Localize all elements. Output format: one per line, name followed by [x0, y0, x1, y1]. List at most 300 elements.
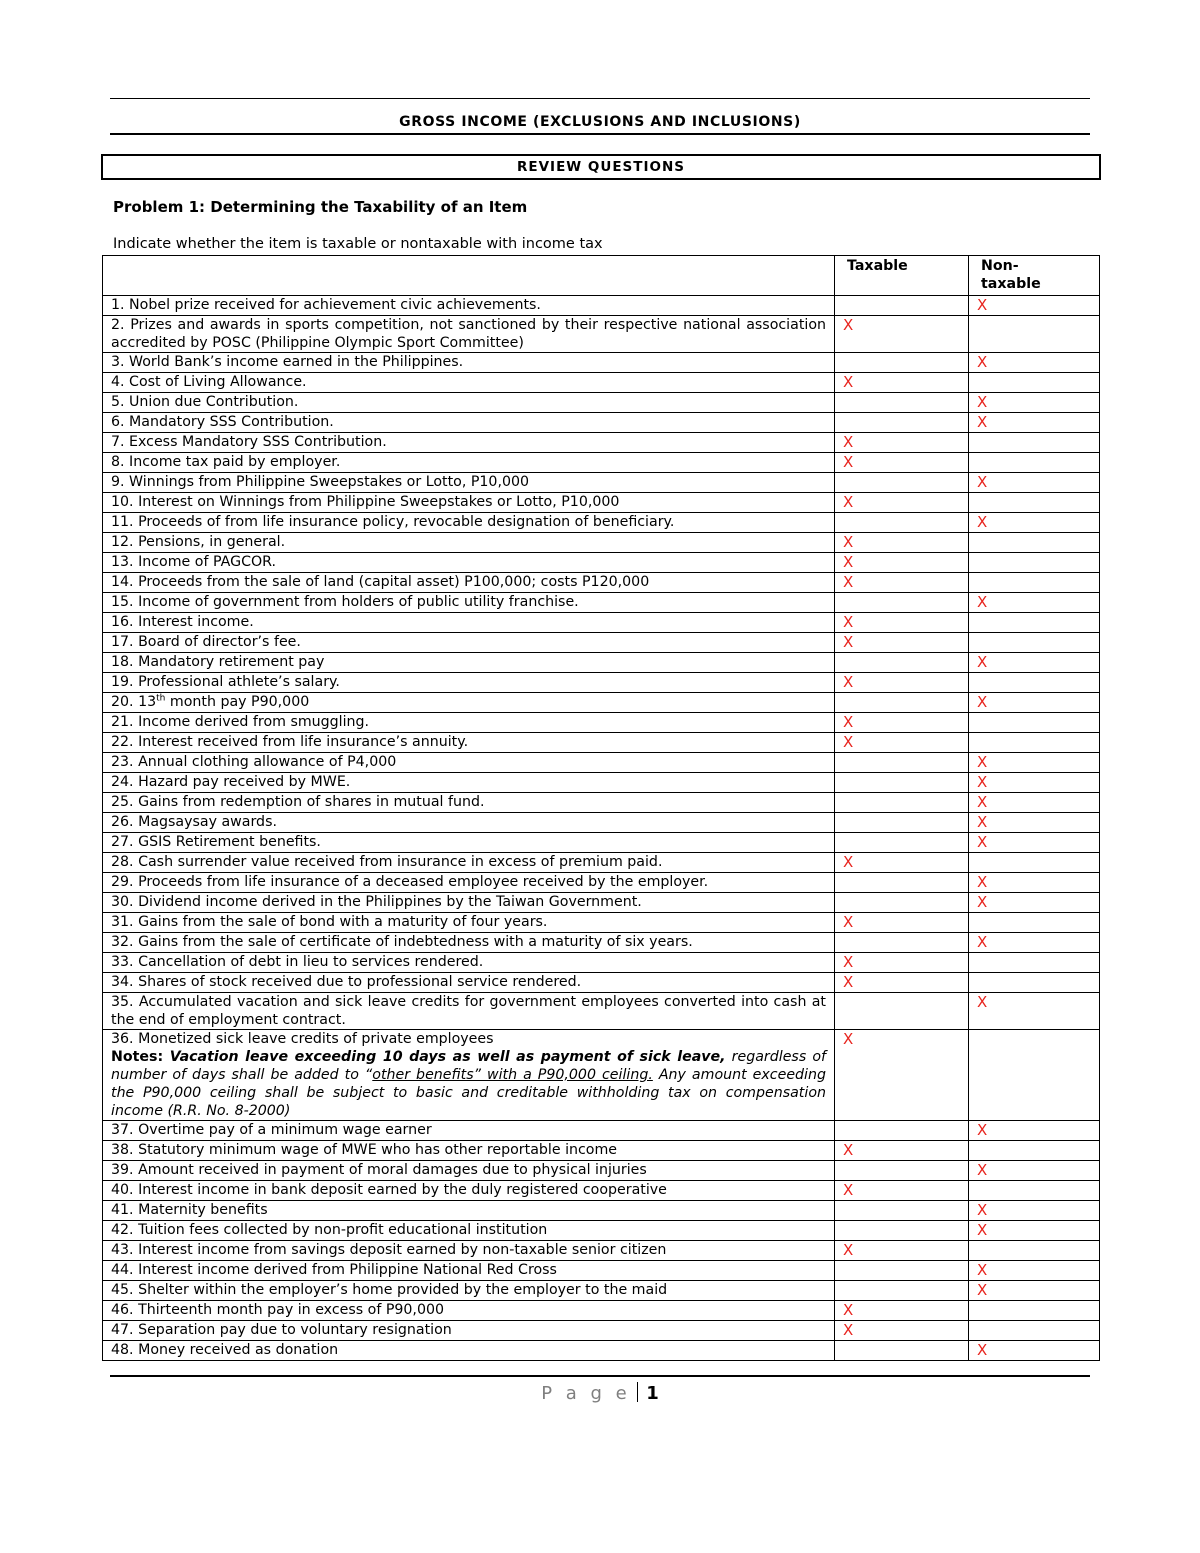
- x-mark-icon: X: [977, 693, 988, 711]
- nontaxable-column-header: [969, 256, 1100, 296]
- x-mark-icon: X: [977, 593, 988, 611]
- nontaxable-cell: [969, 953, 1100, 973]
- x-mark-icon: X: [977, 1261, 988, 1279]
- item-text: 4. Cost of Living Allowance.: [111, 374, 307, 390]
- item-description: [103, 433, 835, 453]
- table-row: [103, 853, 1100, 873]
- item-text: 35. Accumulated vacation and sick leave credits for government employees converted into cash at the end of employment contract.: [111, 994, 826, 1028]
- item-text: 11. Proceeds of from life insurance policy, revocable designation of beneficiary.: [111, 514, 675, 530]
- nontaxable-cell: [969, 913, 1100, 933]
- item-description: [103, 1161, 835, 1181]
- table-row: [103, 673, 1100, 693]
- item-description: [103, 593, 835, 613]
- table-row: [103, 613, 1100, 633]
- table-row: [103, 593, 1100, 613]
- item-text: 2. Prizes and awards in sports competition, not sanctioned by their respective national association accredited by POSC (Philippine Olympic Sport Committee): [111, 317, 826, 351]
- item-description: [103, 973, 835, 993]
- item-description: [103, 353, 835, 373]
- taxable-cell: [835, 933, 969, 953]
- nontaxable-cell: [969, 993, 1100, 1030]
- nontaxable-cell: [969, 673, 1100, 693]
- table-row: [103, 1241, 1100, 1261]
- x-mark-icon: X: [843, 1321, 854, 1339]
- item-text: 38. Statutory minimum wage of MWE who has other reportable income: [111, 1142, 618, 1158]
- item-description: [103, 373, 835, 393]
- table-row: [103, 1141, 1100, 1161]
- table-row: [103, 1121, 1100, 1141]
- nontaxable-cell: [969, 1221, 1100, 1241]
- table-row: [103, 393, 1100, 413]
- x-mark-icon: X: [843, 316, 854, 334]
- nontaxable-cell: [969, 1181, 1100, 1201]
- table-row: [103, 913, 1100, 933]
- item-description: [103, 393, 835, 413]
- x-mark-icon: X: [977, 1161, 988, 1179]
- table-row: [103, 513, 1100, 533]
- table-body: [103, 296, 1100, 1361]
- note-label: Notes:: [111, 1049, 170, 1065]
- taxable-cell: [835, 513, 969, 533]
- item-text: 12. Pensions, in general.: [111, 534, 286, 550]
- item-text: 13. Income of PAGCOR.: [111, 554, 277, 570]
- x-mark-icon: X: [843, 1141, 854, 1159]
- nontaxable-cell: [969, 853, 1100, 873]
- item-text: 16. Interest income.: [111, 614, 254, 630]
- nontaxable-cell: [969, 613, 1100, 633]
- x-mark-icon: X: [843, 433, 854, 451]
- item-text: 22. Interest received from life insurance’s annuity.: [111, 734, 469, 750]
- nontaxable-cell: [969, 1141, 1100, 1161]
- item-text: 18. Mandatory retirement pay: [111, 654, 325, 670]
- taxable-cell: [835, 413, 969, 433]
- taxable-cell: [835, 993, 969, 1030]
- table-row: [103, 1321, 1100, 1341]
- item-description: [103, 833, 835, 853]
- table-row: [103, 413, 1100, 433]
- taxable-cell: [835, 1301, 969, 1321]
- item-text: 34. Shares of stock received due to professional service rendered.: [111, 974, 582, 990]
- table-row: [103, 873, 1100, 893]
- table-row: [103, 993, 1100, 1030]
- item-text: 48. Money received as donation: [111, 1342, 339, 1358]
- x-mark-icon: X: [843, 713, 854, 731]
- note-text: regardless of number of days shall be added to “: [111, 1049, 826, 1083]
- nontaxable-cell: [969, 1161, 1100, 1181]
- item-column-header: [103, 256, 835, 296]
- note-text-continued: Any amount exceeding the P90,000 ceiling shall be subject to basic and creditable withholding tax on compensation income (R.R. No. 8-2000): [111, 1067, 827, 1119]
- x-mark-icon: X: [977, 413, 988, 431]
- item-text: 32. Gains from the sale of certificate of indebtedness with a maturity of six years.: [111, 934, 693, 950]
- item-text: 33. Cancellation of debt in lieu to services rendered.: [111, 954, 484, 970]
- item-description: [103, 473, 835, 493]
- taxable-cell: [835, 353, 969, 373]
- nontaxable-cell: [969, 573, 1100, 593]
- taxable-cell: [835, 1221, 969, 1241]
- taxable-cell: [835, 713, 969, 733]
- nontaxable-cell: [969, 493, 1100, 513]
- taxable-cell: [835, 953, 969, 973]
- item-text: 43. Interest income from savings deposit earned by non-taxable senior citizen: [111, 1242, 667, 1258]
- item-text: 24. Hazard pay received by MWE.: [111, 774, 351, 790]
- taxable-cell: [835, 316, 969, 353]
- x-mark-icon: X: [843, 913, 854, 931]
- x-mark-icon: X: [977, 513, 988, 531]
- document-header: [110, 98, 1090, 135]
- table-row: [103, 296, 1100, 316]
- item-description: [103, 296, 835, 316]
- nontaxable-cell: [969, 393, 1100, 413]
- item-text: 47. Separation pay due to voluntary resignation: [111, 1322, 452, 1338]
- x-mark-icon: X: [977, 1221, 988, 1239]
- nontaxable-cell: [969, 353, 1100, 373]
- x-mark-icon: X: [843, 633, 854, 651]
- section-heading: REVIEW QUESTIONS: [101, 154, 1101, 180]
- item-description: [103, 1321, 835, 1341]
- item-text: 1. Nobel prize received for achievement civic achievements.: [111, 297, 541, 313]
- note-underlined-text: other benefits” with a P90,000 ceiling.: [372, 1067, 653, 1083]
- item-text: 23. Annual clothing allowance of P4,000: [111, 754, 397, 770]
- table-header-row: [103, 256, 1100, 296]
- nontaxable-cell: [969, 633, 1100, 653]
- nontaxable-cell: [969, 1030, 1100, 1121]
- nontaxable-cell: [969, 833, 1100, 853]
- table-row: [103, 833, 1100, 853]
- taxable-cell: [835, 973, 969, 993]
- taxable-cell: [835, 793, 969, 813]
- table-row: [103, 633, 1100, 653]
- table-row: [103, 893, 1100, 913]
- x-mark-icon: X: [977, 1281, 988, 1299]
- taxable-cell: [835, 653, 969, 673]
- x-mark-icon: X: [843, 673, 854, 691]
- nontaxable-cell: [969, 316, 1100, 353]
- table-row: [103, 753, 1100, 773]
- nontaxable-cell: [969, 1241, 1100, 1261]
- taxable-cell: [835, 1201, 969, 1221]
- table-row: [103, 1301, 1100, 1321]
- nontaxable-cell: [969, 713, 1100, 733]
- item-text: 15. Income of government from holders of public utility franchise.: [111, 594, 579, 610]
- item-description: [103, 413, 835, 433]
- nontaxable-cell: [969, 513, 1100, 533]
- item-description: [103, 1030, 835, 1121]
- page-number: 1: [646, 1383, 659, 1404]
- note-emphasis: Vacation leave exceeding 10 days as well as payment of sick leave,: [169, 1049, 726, 1065]
- table-row: [103, 1030, 1100, 1121]
- x-mark-icon: X: [977, 993, 988, 1011]
- item-text: 31. Gains from the sale of bond with a maturity of four years.: [111, 914, 548, 930]
- footer-separator: [637, 1382, 639, 1402]
- taxable-cell: [835, 453, 969, 473]
- taxability-table: [102, 255, 1100, 1361]
- item-description: [103, 1141, 835, 1161]
- taxable-cell: [835, 1030, 969, 1121]
- table-row: [103, 433, 1100, 453]
- taxable-cell: [835, 1161, 969, 1181]
- item-text: 7. Excess Mandatory SSS Contribution.: [111, 434, 387, 450]
- item-description: [103, 1301, 835, 1321]
- taxable-cell: [835, 553, 969, 573]
- table-row: [103, 1341, 1100, 1361]
- table-row: [103, 813, 1100, 833]
- item-text-suffix: month pay P90,000: [165, 694, 310, 710]
- taxable-cell: [835, 473, 969, 493]
- x-mark-icon: X: [843, 373, 854, 391]
- item-description: [103, 633, 835, 653]
- taxable-cell: [835, 296, 969, 316]
- table-row: [103, 553, 1100, 573]
- item-description: [103, 673, 835, 693]
- taxable-cell: [835, 693, 969, 713]
- taxable-cell: [835, 573, 969, 593]
- nontaxable-cell: [969, 1341, 1100, 1361]
- item-description: [103, 653, 835, 673]
- page-title: GROSS INCOME (EXCLUSIONS AND INCLUSIONS): [399, 114, 801, 130]
- item-text: 5. Union due Contribution.: [111, 394, 299, 410]
- item-text: 10. Interest on Winnings from Philippine Sweepstakes or Lotto, P10,000: [111, 494, 620, 510]
- item-description: [103, 913, 835, 933]
- item-text: 28. Cash surrender value received from insurance in excess of premium paid.: [111, 854, 663, 870]
- item-description: [103, 713, 835, 733]
- problem-heading: Problem 1: Determining the Taxability of an Item: [113, 198, 528, 216]
- x-mark-icon: X: [843, 553, 854, 571]
- nontaxable-cell: [969, 296, 1100, 316]
- taxable-cell: [835, 773, 969, 793]
- taxable-cell: [835, 873, 969, 893]
- taxable-cell: [835, 393, 969, 413]
- table-row: [103, 933, 1100, 953]
- table-row: [103, 1181, 1100, 1201]
- item-text: 26. Magsaysay awards.: [111, 814, 277, 830]
- item-description: [103, 873, 835, 893]
- item-description: [103, 753, 835, 773]
- table-row: [103, 1201, 1100, 1221]
- table-row: [103, 653, 1100, 673]
- item-description: [103, 453, 835, 473]
- x-mark-icon: X: [977, 773, 988, 791]
- item-description: [103, 1261, 835, 1281]
- x-mark-icon: X: [843, 533, 854, 551]
- taxable-cell: [835, 1341, 969, 1361]
- table-row: [103, 953, 1100, 973]
- nontaxable-cell: [969, 1201, 1100, 1221]
- item-text: 42. Tuition fees collected by non-profit educational institution: [111, 1222, 548, 1238]
- item-description: [103, 1201, 835, 1221]
- item-description: [103, 613, 835, 633]
- table-row: [103, 573, 1100, 593]
- taxable-cell: [835, 893, 969, 913]
- item-description: [103, 513, 835, 533]
- item-text: 6. Mandatory SSS Contribution.: [111, 414, 334, 430]
- taxable-cell: [835, 833, 969, 853]
- nontaxable-cell: [969, 973, 1100, 993]
- item-text: 30. Dividend income derived in the Philippines by the Taiwan Government.: [111, 894, 642, 910]
- x-mark-icon: X: [977, 353, 988, 371]
- item-text: 25. Gains from redemption of shares in mutual fund.: [111, 794, 485, 810]
- item-text: 46. Thirteenth month pay in excess of P90,000: [111, 1302, 445, 1318]
- x-mark-icon: X: [977, 873, 988, 891]
- x-mark-icon: X: [977, 653, 988, 671]
- x-mark-icon: X: [843, 953, 854, 971]
- nontaxable-cell: [969, 473, 1100, 493]
- x-mark-icon: X: [977, 1201, 988, 1219]
- table-row: [103, 353, 1100, 373]
- item-description: [103, 1341, 835, 1361]
- taxable-cell: [835, 1241, 969, 1261]
- table-row: [103, 473, 1100, 493]
- taxable-cell: [835, 853, 969, 873]
- nontaxable-cell: [969, 373, 1100, 393]
- taxable-cell: [835, 613, 969, 633]
- x-mark-icon: X: [977, 296, 988, 314]
- item-description: [103, 533, 835, 553]
- table-row: [103, 373, 1100, 393]
- table-row: [103, 316, 1100, 353]
- item-text: 41. Maternity benefits: [111, 1202, 268, 1218]
- taxable-cell: [835, 1281, 969, 1301]
- taxable-cell: [835, 733, 969, 753]
- item-text: 27. GSIS Retirement benefits.: [111, 834, 321, 850]
- taxable-column-header: Taxable: [835, 256, 969, 296]
- item-description: [103, 693, 835, 713]
- table-row: [103, 693, 1100, 713]
- taxable-cell: [835, 1121, 969, 1141]
- table-row: [103, 1221, 1100, 1241]
- footer-rule: [110, 1375, 1090, 1377]
- taxable-cell: [835, 753, 969, 773]
- title-rule: [110, 133, 1090, 135]
- nontaxable-header-line2: taxable: [981, 276, 1041, 292]
- nontaxable-cell: [969, 873, 1100, 893]
- item-text: 8. Income tax paid by employer.: [111, 454, 341, 470]
- nontaxable-cell: [969, 1301, 1100, 1321]
- table-row: [103, 733, 1100, 753]
- item-description: [103, 553, 835, 573]
- nontaxable-cell: [969, 793, 1100, 813]
- x-mark-icon: X: [977, 753, 988, 771]
- x-mark-icon: X: [977, 793, 988, 811]
- taxable-cell: [835, 913, 969, 933]
- item-description: [103, 773, 835, 793]
- x-mark-icon: X: [843, 1030, 854, 1048]
- item-description: [103, 853, 835, 873]
- x-mark-icon: X: [843, 1181, 854, 1199]
- item-superscript: th: [156, 693, 166, 704]
- nontaxable-cell: [969, 693, 1100, 713]
- item-text: 20. 13: [111, 694, 157, 710]
- nontaxable-cell: [969, 413, 1100, 433]
- item-description: [103, 1181, 835, 1201]
- item-description: [103, 893, 835, 913]
- item-description: [103, 993, 835, 1030]
- item-text: 36. Monetized sick leave credits of private employees: [111, 1031, 494, 1047]
- nontaxable-cell: [969, 1281, 1100, 1301]
- item-text: 17. Board of director’s fee.: [111, 634, 301, 650]
- x-mark-icon: X: [977, 933, 988, 951]
- item-description: [103, 953, 835, 973]
- item-description: [103, 316, 835, 353]
- item-description: [103, 573, 835, 593]
- nontaxable-cell: [969, 933, 1100, 953]
- x-mark-icon: X: [977, 893, 988, 911]
- nontaxable-cell: [969, 453, 1100, 473]
- nontaxable-cell: [969, 533, 1100, 553]
- x-mark-icon: X: [843, 1301, 854, 1319]
- item-description: [103, 1241, 835, 1261]
- item-description: [103, 733, 835, 753]
- item-text: 45. Shelter within the employer’s home provided by the employer to the maid: [111, 1282, 668, 1298]
- nontaxable-header-line1: Non-: [981, 258, 1019, 274]
- table-row: [103, 1161, 1100, 1181]
- table-row: [103, 713, 1100, 733]
- x-mark-icon: X: [843, 733, 854, 751]
- item-text: 40. Interest income in bank deposit earned by the duly registered cooperative: [111, 1182, 667, 1198]
- nontaxable-cell: [969, 1121, 1100, 1141]
- nontaxable-cell: [969, 653, 1100, 673]
- item-description: [103, 813, 835, 833]
- x-mark-icon: X: [843, 613, 854, 631]
- table-row: [103, 773, 1100, 793]
- taxable-cell: [835, 593, 969, 613]
- taxable-cell: [835, 1261, 969, 1281]
- nontaxable-cell: [969, 433, 1100, 453]
- x-mark-icon: X: [977, 813, 988, 831]
- x-mark-icon: X: [977, 1341, 988, 1359]
- nontaxable-cell: [969, 753, 1100, 773]
- x-mark-icon: X: [843, 853, 854, 871]
- item-text: 39. Amount received in payment of moral damages due to physical injuries: [111, 1162, 647, 1178]
- taxable-cell: [835, 493, 969, 513]
- table-row: [103, 793, 1100, 813]
- nontaxable-cell: [969, 593, 1100, 613]
- taxable-cell: [835, 1141, 969, 1161]
- taxable-cell: [835, 533, 969, 553]
- nontaxable-cell: [969, 1321, 1100, 1341]
- item-text: 14. Proceeds from the sale of land (capital asset) P100,000; costs P120,000: [111, 574, 650, 590]
- x-mark-icon: X: [843, 973, 854, 991]
- item-description: [103, 1281, 835, 1301]
- nontaxable-cell: [969, 813, 1100, 833]
- table-row: [103, 1281, 1100, 1301]
- taxable-cell: [835, 673, 969, 693]
- item-text: 29. Proceeds from life insurance of a deceased employee received by the employer.: [111, 874, 709, 890]
- item-text: 37. Overtime pay of a minimum wage earner: [111, 1122, 432, 1138]
- x-mark-icon: X: [977, 1121, 988, 1139]
- nontaxable-cell: [969, 773, 1100, 793]
- item-text: 3. World Bank’s income earned in the Philippines.: [111, 354, 464, 370]
- item-description: [103, 1221, 835, 1241]
- x-mark-icon: X: [843, 493, 854, 511]
- table-row: [103, 1261, 1100, 1281]
- instruction-text: Indicate whether the item is taxable or nontaxable with income tax: [113, 236, 603, 252]
- item-text: 9. Winnings from Philippine Sweepstakes or Lotto, P10,000: [111, 474, 530, 490]
- item-text: 19. Professional athlete’s salary.: [111, 674, 340, 690]
- taxable-cell: [835, 1181, 969, 1201]
- table-row: [103, 493, 1100, 513]
- taxable-cell: [835, 633, 969, 653]
- nontaxable-cell: [969, 1261, 1100, 1281]
- item-description: [103, 793, 835, 813]
- item-description: [103, 1121, 835, 1141]
- table-row: [103, 973, 1100, 993]
- x-mark-icon: X: [977, 473, 988, 491]
- taxable-cell: [835, 433, 969, 453]
- taxable-cell: [835, 1321, 969, 1341]
- page-label: P a g e: [541, 1383, 631, 1404]
- x-mark-icon: X: [977, 393, 988, 411]
- item-text: 44. Interest income derived from Philippine National Red Cross: [111, 1262, 557, 1278]
- nontaxable-cell: [969, 553, 1100, 573]
